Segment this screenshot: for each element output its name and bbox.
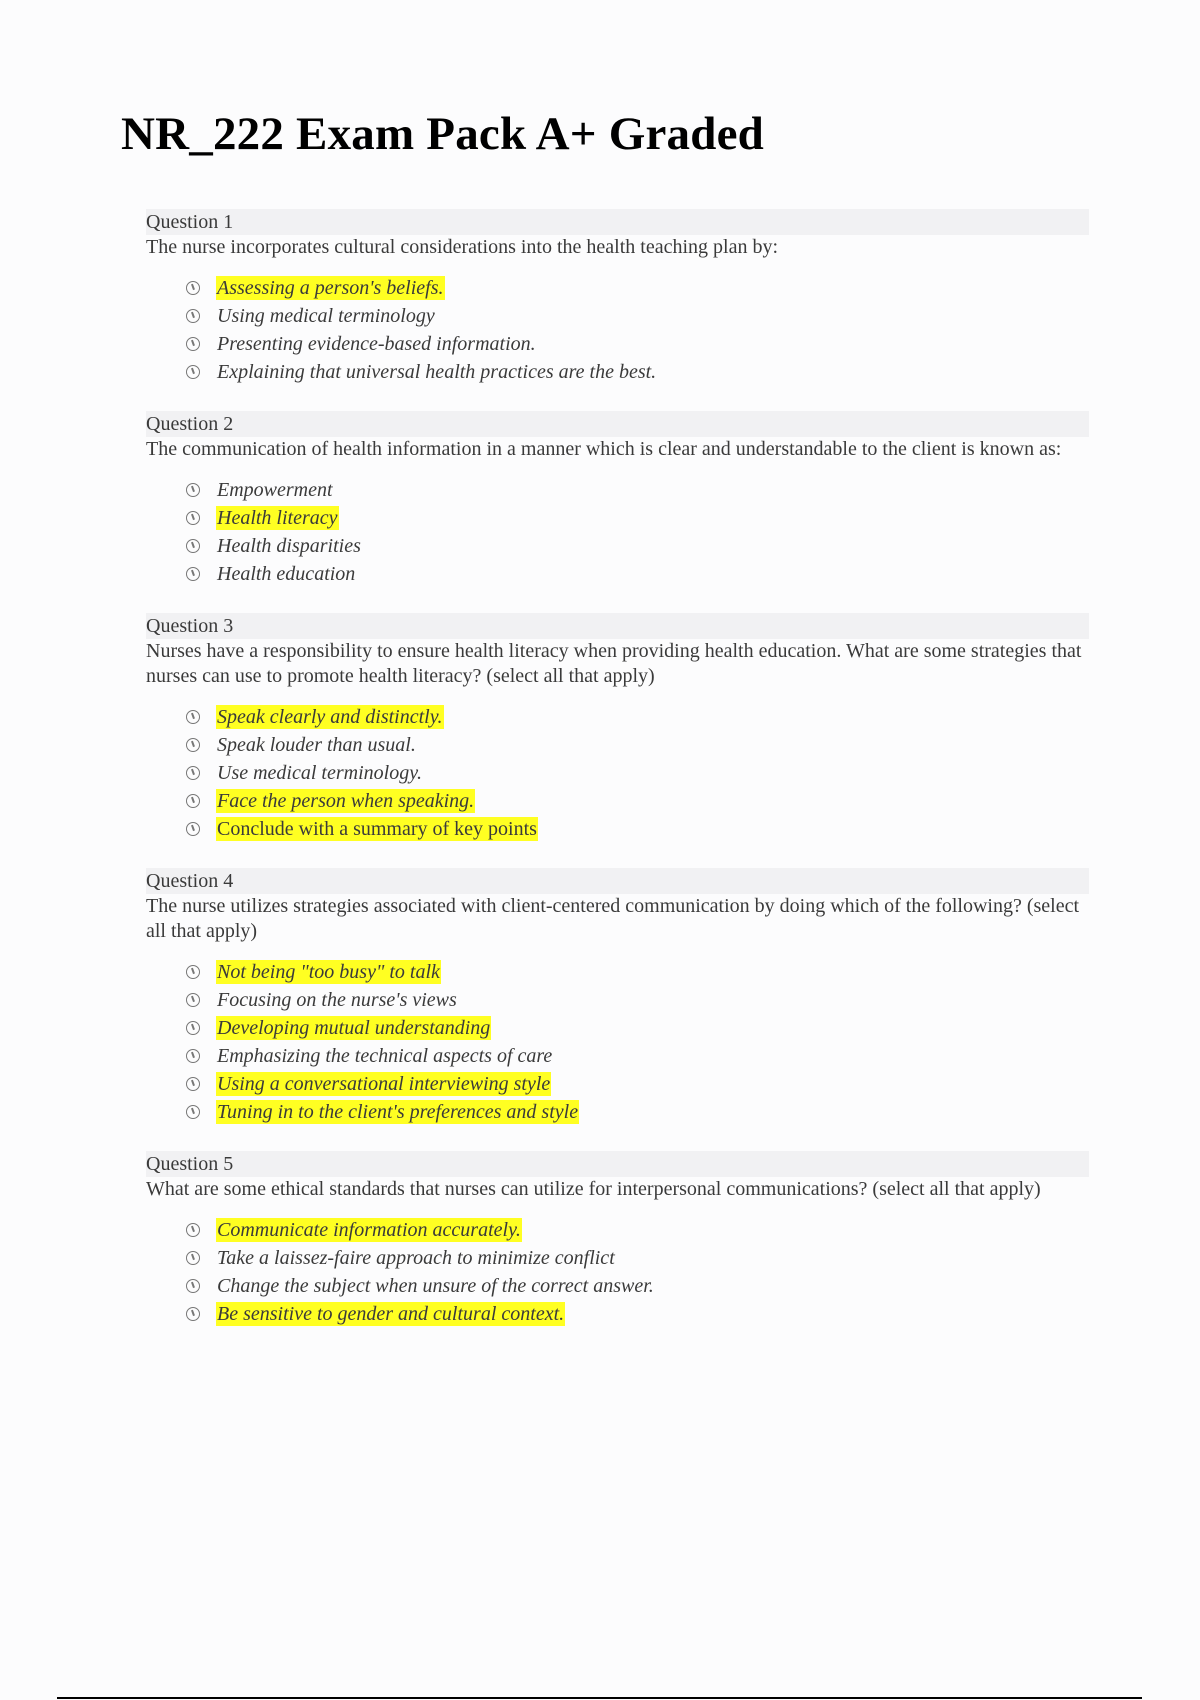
answer-option-label: Health literacy [217, 507, 338, 529]
radio-button-icon[interactable] [186, 1307, 200, 1321]
question-label: Question 5 [146, 1151, 1089, 1177]
radio-button-icon[interactable] [186, 567, 200, 581]
answer-option-label: Use medical terminology. [217, 762, 422, 784]
question-text: The communication of health information in a manner which is clear and understandable to the client is known as: [146, 438, 1062, 460]
radio-button-icon[interactable] [186, 794, 200, 808]
question-label: Question 1 [146, 209, 1089, 235]
radio-button-icon[interactable] [186, 337, 200, 351]
answer-option-label: Using medical terminology [217, 305, 435, 327]
answer-option[interactable] [186, 986, 1089, 1014]
answer-option-label: Tuning in to the client's preferences and style [217, 1101, 579, 1123]
footer-divider [57, 1697, 1142, 1699]
radio-button-icon[interactable] [186, 309, 200, 323]
answer-option-label: Health education [217, 563, 356, 585]
answer-option[interactable] [186, 815, 1089, 843]
radio-button-icon[interactable] [186, 965, 200, 979]
radio-button-icon[interactable] [186, 511, 200, 525]
radio-button-icon[interactable] [186, 993, 200, 1007]
question-text: What are some ethical standards that nurses can utilize for interpersonal communications? (select all that apply) [146, 1178, 1041, 1200]
radio-button-icon[interactable] [186, 539, 200, 553]
answer-option[interactable] [186, 958, 1089, 986]
radio-button-icon[interactable] [186, 1021, 200, 1035]
answer-option[interactable] [186, 476, 1089, 504]
answer-option-label: Focusing on the nurse's views [217, 989, 457, 1011]
radio-button-icon[interactable] [186, 738, 200, 752]
answer-option-label: Face the person when speaking. [217, 790, 475, 812]
question-list [146, 209, 1089, 1353]
answer-options [146, 1216, 1089, 1328]
answer-option[interactable] [186, 560, 1089, 588]
answer-option-label: Not being "too busy" to talk [217, 961, 440, 983]
radio-button-icon[interactable] [186, 1251, 200, 1265]
answer-option[interactable] [186, 759, 1089, 787]
radio-button-icon[interactable] [186, 710, 200, 724]
answer-option[interactable] [186, 1244, 1089, 1272]
answer-options [146, 703, 1089, 843]
question-label: Question 4 [146, 868, 1089, 894]
answer-option-label: Explaining that universal health practices are the best. [217, 361, 657, 383]
answer-option[interactable] [186, 1272, 1089, 1300]
answer-option-label: Empowerment [217, 479, 333, 501]
answer-option[interactable] [186, 504, 1089, 532]
radio-button-icon[interactable] [186, 365, 200, 379]
answer-option[interactable] [186, 358, 1089, 386]
answer-option[interactable] [186, 302, 1089, 330]
answer-options [146, 958, 1089, 1126]
radio-button-icon[interactable] [186, 766, 200, 780]
answer-option[interactable] [186, 1042, 1089, 1070]
answer-option-label: Emphasizing the technical aspects of care [217, 1045, 553, 1067]
answer-option[interactable] [186, 274, 1089, 302]
answer-options [146, 274, 1089, 386]
answer-option[interactable] [186, 1098, 1089, 1126]
question-2 [146, 411, 1089, 588]
answer-option[interactable] [186, 731, 1089, 759]
radio-button-icon[interactable] [186, 1077, 200, 1091]
page-title: NR_222 Exam Pack A+ Graded [121, 108, 764, 160]
answer-option[interactable] [186, 330, 1089, 358]
radio-button-icon[interactable] [186, 1279, 200, 1293]
question-label: Question 2 [146, 411, 1089, 437]
answer-option-label: Change the subject when unsure of the correct answer. [217, 1275, 654, 1297]
answer-options [146, 476, 1089, 588]
radio-button-icon[interactable] [186, 281, 200, 295]
answer-option-label: Speak louder than usual. [217, 734, 416, 756]
question-5 [146, 1151, 1089, 1328]
answer-option[interactable] [186, 1014, 1089, 1042]
answer-option[interactable] [186, 1300, 1089, 1328]
answer-option-label: Using a conversational interviewing style [217, 1073, 551, 1095]
question-3 [146, 613, 1089, 843]
answer-option[interactable] [186, 787, 1089, 815]
answer-option-label: Communicate information accurately. [217, 1219, 521, 1241]
question-label: Question 3 [146, 613, 1089, 639]
answer-option-label: Developing mutual understanding [217, 1017, 491, 1039]
answer-option-label: Take a laissez-faire approach to minimize conflict [217, 1247, 615, 1269]
answer-option-label: Speak clearly and distinctly. [217, 706, 443, 728]
question-text: The nurse incorporates cultural considerations into the health teaching plan by: [146, 236, 779, 258]
radio-button-icon[interactable] [186, 1105, 200, 1119]
answer-option-label: Be sensitive to gender and cultural context. [217, 1303, 565, 1325]
answer-option-label: Conclude with a summary of key points [217, 818, 537, 840]
radio-button-icon[interactable] [186, 822, 200, 836]
question-1 [146, 209, 1089, 386]
answer-option[interactable] [186, 532, 1089, 560]
answer-option-label: Health disparities [217, 535, 361, 557]
radio-button-icon[interactable] [186, 483, 200, 497]
question-text: Nurses have a responsibility to ensure health literacy when providing health education. What are some strategies that nurses can use to promote health literacy? (select all that apply) [146, 640, 1082, 687]
answer-option[interactable] [186, 703, 1089, 731]
answer-option[interactable] [186, 1216, 1089, 1244]
question-text: The nurse utilizes strategies associated with client-centered communication by doing which of the following? (select all that apply) [146, 895, 1080, 942]
radio-button-icon[interactable] [186, 1223, 200, 1237]
question-4 [146, 868, 1089, 1126]
answer-option[interactable] [186, 1070, 1089, 1098]
radio-button-icon[interactable] [186, 1049, 200, 1063]
answer-option-label: Assessing a person's beliefs. [217, 277, 444, 299]
answer-option-label: Presenting evidence-based information. [217, 333, 536, 355]
